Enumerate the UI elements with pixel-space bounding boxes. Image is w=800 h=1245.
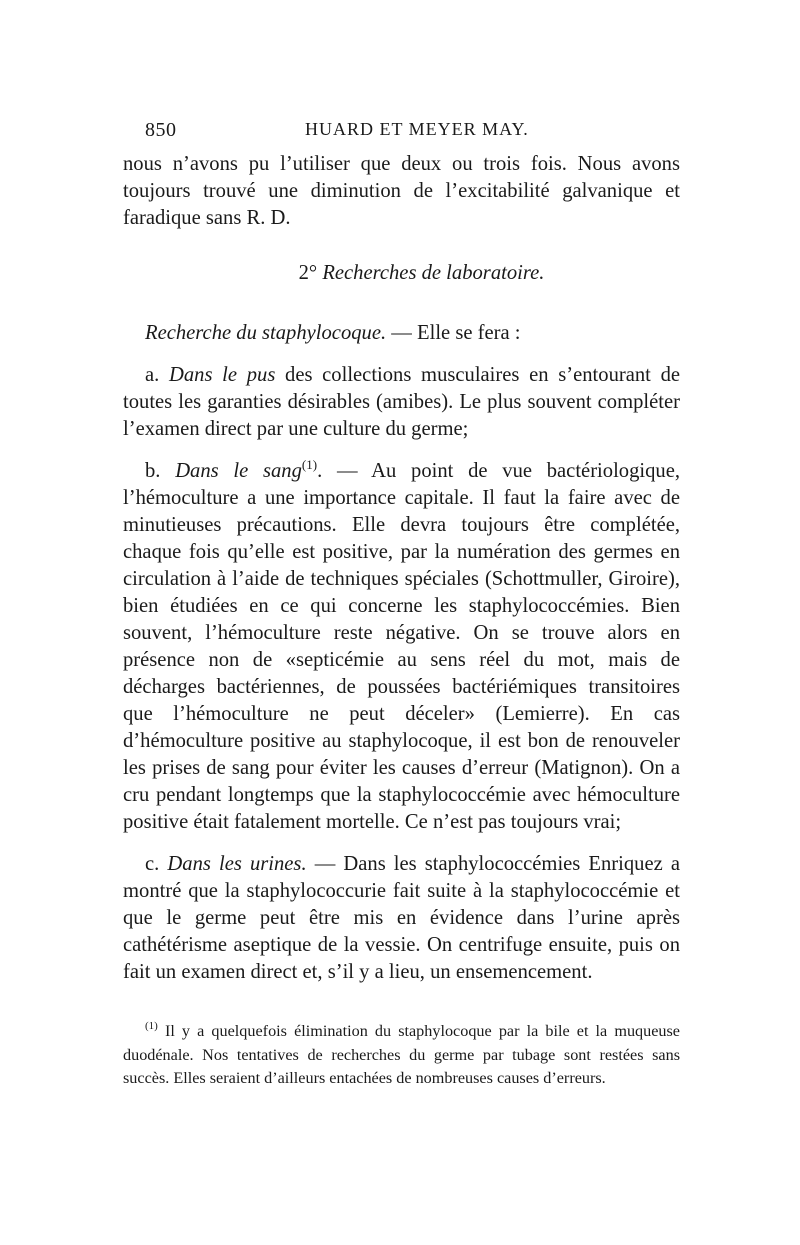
- page-number: 850: [145, 119, 177, 141]
- section-number: 2°: [298, 262, 318, 284]
- item-text: . — Au point de vue bactériologique, l’hémoculture a une importance capitale. Il faut la faire avec de minutieuses précautions. Elle devra toujours être complétée, chaque fois qu’elle est positive, par la numération des germes en circulation à l’aide de techniques spéciales (Schottmuller, Giroire), bien étudiées en ce qui concerne les staphylococcémies. Bien souvent, l’hémoculture reste négative. On se trouve alors en présence non de «septicémie au sens réel du mot, mais de décharges bactériennes, de poussées bactériémiques transitoires que l’hémoculture ne peut déceler» (Lemierre). En cas d’hémoculture positive au staphylocoque, il est bon de renouveler les prises de sang pour éviter les causes d’erreur (Matignon). On a cru pendant longtemps que la staphylococcémie avec hémoculture positive était fatalement mortelle. Ce n’est pas toujours vrai;: [123, 460, 680, 833]
- intro-paragraph: nous n’avons pu l’utiliser que deux ou trois fois. Nous avons toujours trouvé une diminution de l’excitabilité galvanique et faradique sans R. D.: [123, 153, 680, 229]
- list-item-b: [123, 458, 680, 836]
- section-heading: [123, 260, 680, 287]
- footnote-marker: (1): [145, 1020, 158, 1032]
- footnote-reference[interactable]: (1): [301, 457, 318, 472]
- item-label: Dans le sang: [175, 460, 302, 482]
- item-text: des collections musculaires en s’entourant de toutes les garanties désirables (amibes). Le plus souvent compléter l’examen direct par une culture du germe;: [123, 364, 681, 440]
- item-label: Dans les urines.: [167, 853, 307, 875]
- list-item-a: [123, 362, 680, 443]
- subheading-title: Recherche du staphylocoque.: [145, 322, 387, 344]
- list-item-c: [123, 851, 680, 986]
- footnote-text: Il y a quelquefois élimination du staphylocoque par la bile et la muqueuse duodénale. Nos tentatives de recherches du germe par tubage sont restées sans succès. Elles seraient d’ailleurs entachées de nombreuses causes d’erreurs.: [123, 1022, 680, 1087]
- item-letter: b.: [145, 460, 161, 482]
- book-page: [123, 117, 680, 1091]
- subheading-paragraph: [123, 320, 680, 347]
- item-letter: a.: [145, 364, 160, 386]
- running-header: [123, 117, 680, 151]
- item-letter: c.: [145, 853, 160, 875]
- item-text: — Dans les staphylococcémies Enriquez a montré que la staphylococcurie fait suite à la staphylococcémie et que le germe peut être mis en évidence dans l’urine après cathétérisme aseptique de la vessie. On centrifuge ensuite, puis on fait un examen direct et, s’il y a lieu, un ensemencement.: [123, 853, 680, 983]
- footnote: [123, 1020, 680, 1091]
- item-label: Dans le pus: [169, 364, 276, 386]
- subheading-text: — Elle se fera :: [386, 322, 521, 344]
- footnotes: [123, 1020, 680, 1091]
- running-title: HUARD ET MEYER MAY.: [305, 119, 529, 139]
- section-title: Recherches de laboratoire.: [322, 262, 545, 284]
